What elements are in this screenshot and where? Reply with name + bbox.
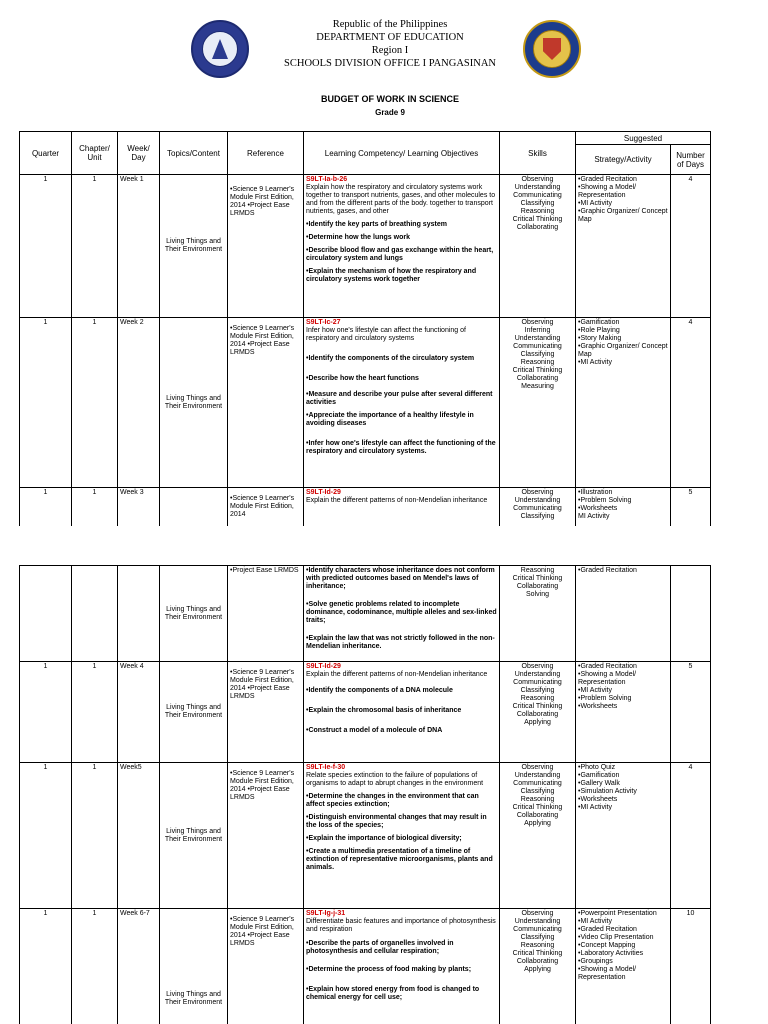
skill-item: Classifying (520, 513, 555, 520)
objective-item: Relate species extinction to the failure of populations of organisms to adapt to abrupt changes in the environment (306, 772, 484, 787)
strategy-item: •Graded Recitation (578, 663, 637, 670)
strategy-item: •Showing a Model/ Representation (578, 184, 637, 199)
cell-topic: Living Things and Their Environment (160, 318, 228, 488)
cell-skills (500, 175, 576, 318)
col-quarter: Quarter (20, 132, 72, 175)
col-competency: Learning Competency/ Learning Objectives (304, 132, 500, 175)
cell-quarter: 1 (20, 175, 72, 318)
skill-item: Critical Thinking (512, 575, 563, 582)
budget-of-work-table (19, 131, 711, 526)
strategy-item: •MI Activity (578, 359, 612, 366)
cell-objectives (304, 318, 500, 488)
col-chapter: Chapter/ Unit (72, 132, 118, 175)
competency-code: S9LT-Ic-27 (306, 319, 341, 326)
skill-item: Communicating (513, 343, 562, 350)
cell-strategies (576, 318, 671, 488)
reference-text: •Science 9 Learner's Module First Edition, 2014 •Project Ease LRMDS (230, 770, 295, 801)
cell-week: Week 3 (118, 488, 160, 527)
cell-objectives (304, 662, 500, 763)
cell-quarter: 1 (20, 763, 72, 909)
cell-days: 4 (671, 318, 711, 488)
skill-item: Applying (524, 719, 551, 726)
cell-days (671, 566, 711, 662)
objective-item: •Describe how the heart functions (306, 375, 419, 382)
objective-item: •Determine the changes in the environment that can affect species extinction; (306, 793, 479, 808)
objective-item: •Determine how the lungs work (306, 234, 410, 241)
skill-item: Communicating (513, 505, 562, 512)
col-week: Week/ Day (118, 132, 160, 175)
document-header (0, 0, 768, 130)
strategy-item: •Groupings (578, 958, 613, 965)
table-row (20, 175, 711, 318)
cell-quarter: 1 (20, 488, 72, 527)
strategy-item: •MI Activity (578, 687, 612, 694)
division-seal-icon (523, 20, 581, 78)
cell-objectives (304, 175, 500, 318)
cell-week: Week5 (118, 763, 160, 909)
cell-chapter: 1 (72, 488, 118, 527)
cell-chapter: 1 (72, 909, 118, 1024)
skill-item: Critical Thinking (512, 950, 563, 957)
skill-item: Collaborating (516, 583, 559, 590)
strategy-item: •Problem Solving (578, 695, 632, 702)
strategy-item: •Graphic Organizer/ Concept Map (578, 208, 668, 223)
cell-reference (228, 318, 304, 488)
objective-item: •Describe blood flow and gas exchange within the heart, circulatory system and lungs (306, 247, 494, 262)
skill-item: Reasoning (520, 796, 555, 803)
cell-strategies (576, 488, 671, 527)
cell-days: 4 (671, 763, 711, 909)
cell-chapter: 1 (72, 318, 118, 488)
objective-item: •Explain the importance of biological diversity; (306, 835, 462, 842)
strategy-item: •Gamification (578, 772, 620, 779)
cell-skills (500, 909, 576, 1024)
reference-text: •Science 9 Learner's Module First Edition, 2014 •Project Ease LRMDS (230, 186, 295, 217)
strategy-item: •Concept Mapping (578, 942, 636, 949)
skill-item: Observing (521, 910, 554, 917)
strategy-item: •Worksheets (578, 505, 618, 512)
reference-text: •Science 9 Learner's Module First Edition, 2014 (230, 495, 295, 518)
table-row (20, 488, 711, 527)
cell-topic: Living Things and Their Environment (160, 662, 228, 763)
strategy-item: •MI Activity (578, 200, 612, 207)
cell-quarter: 1 (20, 909, 72, 1024)
objective-item: •Appreciate the importance of a healthy lifestyle in avoiding diseases (306, 412, 474, 427)
skill-item: Understanding (514, 671, 561, 678)
cell-days: 4 (671, 175, 711, 318)
header-department: DEPARTMENT OF EDUCATION (316, 32, 464, 43)
cell-reference: •Project Ease LRMDS (228, 566, 304, 662)
col-reference: Reference (228, 132, 304, 175)
col-days: Number of Days (671, 145, 711, 175)
skill-item: Reasoning (520, 942, 555, 949)
cell-reference (228, 909, 304, 1024)
strategy-item: •MI Activity (578, 918, 612, 925)
document-title: BUDGET OF WORK IN SCIENCE (320, 94, 459, 104)
cell-skills (500, 763, 576, 909)
skill-item: Applying (524, 820, 551, 827)
page-break (0, 526, 768, 565)
cell-chapter: 1 (72, 662, 118, 763)
objective-item: •Describe the parts of organelles involved in photosynthesis and cellular respiration; (306, 940, 454, 955)
skill-item: Critical Thinking (512, 367, 563, 374)
cell-chapter: 1 (72, 175, 118, 318)
skill-item: Understanding (514, 918, 561, 925)
table-row (20, 318, 711, 488)
skill-item: Inferring (524, 327, 551, 334)
skill-item: Reasoning (520, 695, 555, 702)
skill-item: Collaborating (516, 812, 559, 819)
header-division: SCHOOLS DIVISION OFFICE I PANGASINAN (284, 58, 496, 69)
strategy-item: •Graded Recitation (578, 176, 637, 183)
skill-item: Classifying (520, 788, 555, 795)
competency-code: S9LT-Id-29 (306, 489, 341, 496)
cell-week (118, 566, 160, 662)
cell-week: Week 2 (118, 318, 160, 488)
strategy-item: •Graphic Organizer/ Concept Map (578, 343, 668, 358)
reference-text: •Science 9 Learner's Module First Edition, 2014 •Project Ease LRMDS (230, 325, 295, 356)
skill-item: Observing (521, 764, 554, 771)
objective-item: •Distinguish environmental changes that may result in the loss of the species; (306, 814, 487, 829)
strategy-item: •Illustration (578, 489, 613, 496)
cell-reference (228, 763, 304, 909)
cell-days: 5 (671, 488, 711, 527)
strategy-item: •Showing a Model/ Representation (578, 671, 637, 686)
skill-item: Classifying (520, 934, 555, 941)
objective-item: •Identify the key parts of breathing system (306, 221, 447, 228)
skill-item: Communicating (513, 679, 562, 686)
cell-days: 5 (671, 662, 711, 763)
deped-seal-icon (191, 20, 249, 78)
cell-quarter: 1 (20, 662, 72, 763)
table-row (20, 763, 711, 909)
skill-item: Observing (521, 489, 554, 496)
skill-item: Applying (524, 966, 551, 973)
objective-item: •Explain the chromosomal basis of inheritance (306, 707, 462, 714)
objective-item: Explain the different patterns of non-Mendelian inheritance (306, 671, 488, 678)
table-row (20, 662, 711, 763)
strategy-item: •Role Playing (578, 327, 620, 334)
cell-skills (500, 318, 576, 488)
col-skills: Skills (500, 132, 576, 175)
document-grade: Grade 9 (375, 108, 405, 117)
strategy-item: •MI Activity (578, 804, 612, 811)
skill-item: Reasoning (520, 359, 555, 366)
strategy-item: •Showing a Model/ Representation (578, 966, 637, 981)
objective-item: •Create a multimedia presentation of a timeline of extinction of representative microorganisms, plants and animals. (306, 848, 493, 871)
col-topics: Topics/Content (160, 132, 228, 175)
cell-topic: Living Things and Their Environment (160, 566, 228, 662)
objective-item: •Identify the components of the circulatory system (306, 355, 475, 362)
skill-item: Reasoning (520, 567, 555, 574)
header-republic: Republic of the Philippines (332, 19, 448, 30)
skill-item: Understanding (514, 772, 561, 779)
page-two (0, 565, 768, 1024)
cell-skills (500, 488, 576, 527)
cell-strategies (576, 662, 671, 763)
cell-chapter: 1 (72, 763, 118, 909)
objective-item: •Explain the mechanism of how the respiratory and circulatory systems work together (306, 268, 477, 283)
objective-item: Explain the different patterns of non-Mendelian inheritance (306, 497, 488, 504)
cell-objectives (304, 488, 500, 527)
skill-item: Communicating (513, 192, 562, 199)
strategy-item: •Gamification (578, 319, 620, 326)
objective-item: •Explain the law that was not strictly followed in the non-Mendelian inheritance. (306, 635, 495, 650)
strategy-item: •Worksheets (578, 703, 618, 710)
strategy-item: •Simulation Activity (578, 788, 637, 795)
competency-code: S9LT-Id-29 (306, 663, 341, 670)
strategy-item: •Laboratory Activities (578, 950, 644, 957)
objective-item: •Infer how one's lifestyle can affect the functioning of the respiratory and circulatory systems. (306, 440, 496, 455)
objective-item: Differentiate basic features and importance of photosynthesis and respiration (306, 918, 496, 933)
strategy-item: •Graded Recitation (578, 926, 637, 933)
objective-item: •Determine the process of food making by plants; (306, 966, 472, 973)
strategy-item: •Gallery Walk (578, 780, 620, 787)
skill-item: Measuring (521, 383, 554, 390)
cell-reference (228, 488, 304, 527)
strategy-item: •Problem Solving (578, 497, 632, 504)
skill-item: Critical Thinking (512, 216, 563, 223)
skill-item: Observing (521, 663, 554, 670)
skill-item: Collaborating (516, 224, 559, 231)
table-row (20, 909, 711, 1024)
table-header-row (20, 132, 711, 145)
skill-item: Critical Thinking (512, 804, 563, 811)
strategy-item: •Photo Quiz (578, 764, 616, 771)
competency-code: S9LT-Ia-b-26 (306, 176, 348, 183)
strategy-item: •Video Clip Presentation (578, 934, 654, 941)
col-suggested: Suggested (576, 132, 711, 145)
cell-week: Week 1 (118, 175, 160, 318)
cell-topic: Living Things and Their Environment (160, 175, 228, 318)
skill-item: Understanding (514, 184, 561, 191)
cell-objectives (304, 763, 500, 909)
skill-item: Solving (526, 591, 549, 598)
skill-item: Observing (521, 319, 554, 326)
objective-item: •Identify characters whose inheritance does not conform with predicted outcomes based on Mendel's laws of inheritance; (306, 567, 495, 590)
cell-chapter (72, 566, 118, 662)
cell-topic: Living Things and Their Environment (160, 763, 228, 909)
objective-item: •Construct a model of a molecule of DNA (306, 727, 443, 734)
cell-strategies (576, 566, 671, 662)
skill-item: Reasoning (520, 208, 555, 215)
cell-week: Week 4 (118, 662, 160, 763)
skill-item: Classifying (520, 351, 555, 358)
skill-item: Collaborating (516, 958, 559, 965)
strategy-item: MI Activity (578, 513, 610, 520)
skill-item: Observing (521, 176, 554, 183)
header-text (250, 18, 530, 70)
header-region: Region I (371, 45, 409, 56)
objective-item: •Explain how stored energy from food is changed to chemical energy for cell use; (306, 986, 480, 1001)
skill-item: Communicating (513, 926, 562, 933)
strategy-item: •Worksheets (578, 796, 618, 803)
cell-skills (500, 566, 576, 662)
cell-objectives (304, 909, 500, 1024)
skill-item: Communicating (513, 780, 562, 787)
strategy-item: •Powerpoint Presentation (578, 910, 657, 917)
skill-item: Critical Thinking (512, 703, 563, 710)
competency-code: S9LT-Ie-f-30 (306, 764, 346, 771)
strategy-item: •Graded Recitation (578, 567, 637, 574)
cell-quarter: 1 (20, 318, 72, 488)
objective-item: Explain how the respiratory and circulatory systems work together to transport nutrients, gases, and other molecules to and from the different parts of the body. together to transport nutrients, gases, and other (306, 184, 496, 215)
objective-item: Infer how one's lifestyle can affect the functioning of respiratory and circulatory systems (306, 327, 466, 342)
skill-item: Understanding (514, 335, 561, 342)
budget-of-work-table-continued (19, 565, 711, 1024)
cell-quarter (20, 566, 72, 662)
cell-days: 10 (671, 909, 711, 1024)
col-strategy: Strategy/Activity (576, 145, 671, 175)
table-row (20, 566, 711, 662)
cell-strategies (576, 909, 671, 1024)
skill-item: Classifying (520, 200, 555, 207)
skill-item: Understanding (514, 497, 561, 504)
skill-item: Collaborating (516, 375, 559, 382)
cell-strategies (576, 763, 671, 909)
cell-reference (228, 175, 304, 318)
skill-item: Collaborating (516, 711, 559, 718)
reference-text: •Science 9 Learner's Module First Edition, 2014 •Project Ease LRMDS (230, 916, 295, 947)
cell-strategies (576, 175, 671, 318)
competency-code: S9LT-Ig-j-31 (306, 910, 346, 917)
objective-item: •Solve genetic problems related to incomplete dominance, codominance, multiple alleles and sex-linked traits; (306, 601, 497, 624)
objective-item: •Measure and describe your pulse after several different activities (306, 391, 493, 406)
cell-topic (160, 909, 228, 1024)
reference-text: •Science 9 Learner's Module First Edition, 2014 •Project Ease LRMDS (230, 669, 295, 700)
topic-text: Living Things and Their Environment (164, 990, 223, 1006)
objective-item: •Identify the components of a DNA molecule (306, 687, 453, 694)
cell-topic (160, 488, 228, 527)
cell-skills (500, 662, 576, 763)
cell-week: Week 6-7 (118, 909, 160, 1024)
strategy-item: •Story Making (578, 335, 622, 342)
cell-reference (228, 662, 304, 763)
cell-objectives (304, 566, 500, 662)
skill-item: Classifying (520, 687, 555, 694)
